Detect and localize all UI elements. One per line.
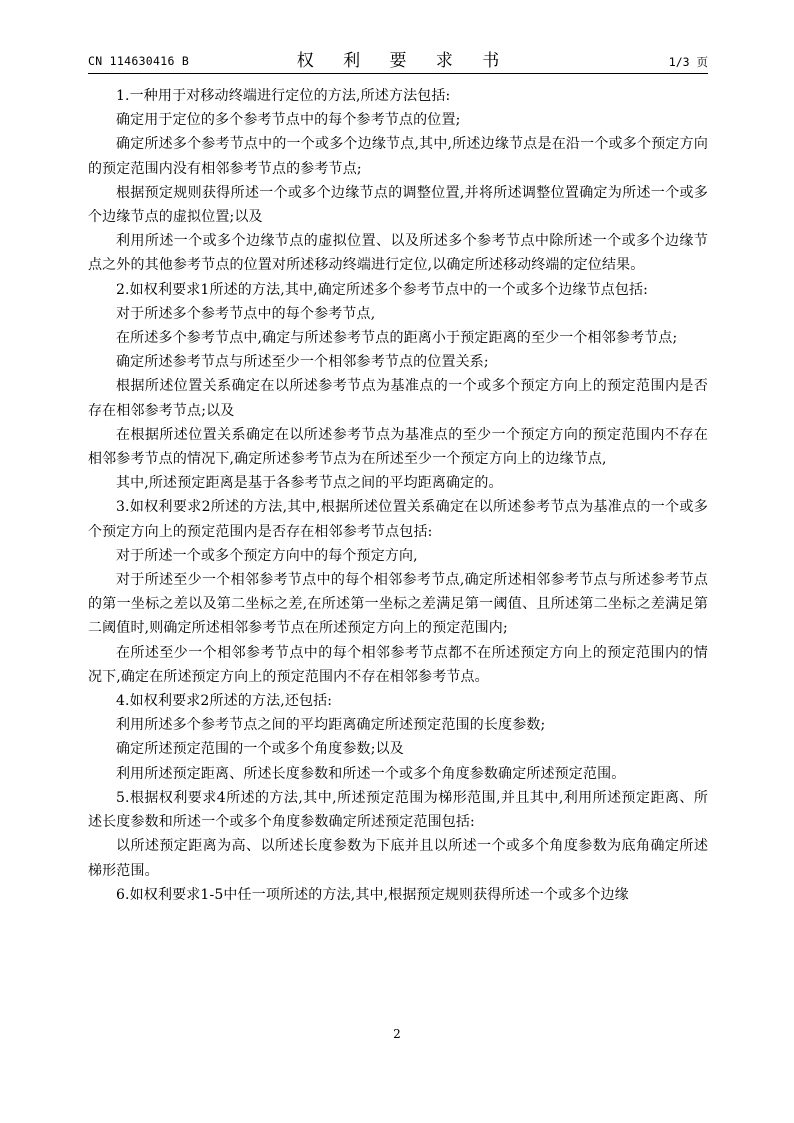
claim-paragraph: 在所述多个参考节点中,确定与所述参考节点的距离小于预定距离的至少一个相邻参考节点;: [116, 330, 678, 347]
claim-paragraph: 1.一种用于对移动终端进行定位的方法,所述方法包括:: [116, 88, 451, 104]
publication-number: CN 114630416 B: [88, 54, 190, 68]
claim-paragraph: 确定所述多个参考节点中的一个或多个边缘节点,其中,所述边缘节点是在沿一个或多个预定方向的预定范围内没有相邻参考节点的参考节点;: [88, 136, 708, 177]
claim-paragraph: 5.根据权利要求4所述的方法,其中,所述预定范围为梯形范围,并且其中,利用所述预定距离、所述长度参数和所述一个或多个角度参数确定所述预定范围包括:: [88, 789, 708, 831]
claim-paragraph: 确定所述参考节点与所述至少一个相邻参考节点的位置关系;: [116, 354, 489, 371]
claim-paragraph: 对于所述至少一个相邻参考节点中的每个相邻参考节点,确定所述相邻参考节点与所述参考节点的第一坐标之差以及第二坐标之差,在所述第一坐标之差满足第一阈值、且所述第二坐标之差满足第二阈值时,则确定所述相邻参考节点在所述预定方向上的预定范围内;: [88, 572, 708, 637]
claim-paragraph: 2.如权利要求1所述的方法,其中,确定所述多个参考节点中的一个或多个边缘节点包括:: [116, 281, 649, 298]
header-divider: [88, 73, 708, 74]
page-number: 2: [393, 1027, 401, 1041]
claim-paragraph: 6.如权利要求1-5中任一项所述的方法,其中,根据预定规则获得所述一个或多个边缘: [116, 886, 629, 903]
claim-paragraph: 确定用于定位的多个参考节点中的每个参考节点的位置;: [116, 112, 461, 129]
claim-paragraph: 利用所述一个或多个边缘节点的虚拟位置、以及所述多个参考节点中除所述一个或多个边缘节点之外的其他参考节点的位置对所述移动终端进行定位,以确定所述移动终端的定位结果。: [88, 233, 708, 274]
claim-paragraph: 确定所述预定范围的一个或多个角度参数;以及: [116, 741, 404, 758]
claim-paragraph: 3.如权利要求2所述的方法,其中,根据所述位置关系确定在以所述参考节点为基准点的一个或多个预定方向上的预定范围内是否存在相邻参考节点包括:: [88, 499, 708, 540]
claim-paragraph: 利用所述预定距离、所述长度参数和所述一个或多个角度参数确定所述预定范围。: [116, 765, 626, 782]
claim-paragraph: 对于所述一个或多个预定方向中的每个预定方向,: [116, 547, 418, 564]
claim-paragraph: 根据所述位置关系确定在以所述参考节点为基准点的一个或多个预定方向上的预定范围内是否存在相邻参考节点;以及: [88, 378, 708, 419]
claim-paragraph: 在根据所述位置关系确定在以所述参考节点为基准点的至少一个预定方向的预定范围内不存在相邻参考节点的情况下,确定所述参考节点为在所述至少一个预定方向上的边缘节点,: [88, 426, 708, 468]
claim-paragraph: 在所述至少一个相邻参考节点中的每个相邻参考节点都不在所述预定方向上的预定范围内的情况下,确定在所述预定方向上的预定范围内不存在相邻参考节点。: [88, 644, 708, 685]
claims-body: [88, 84, 708, 907]
claim-paragraph: 利用所述多个参考节点之间的平均距离确定所述预定范围的长度参数;: [116, 717, 546, 734]
claim-paragraph: 其中,所述预定距离是基于各参考节点之间的平均距离确定的。: [116, 475, 503, 492]
page-header: [88, 46, 708, 74]
page-indicator: 1/3 页: [668, 55, 708, 69]
claim-paragraph: 根据预定规则获得所述一个或多个边缘节点的调整位置,并将所述调整位置确定为所述一个或多个边缘节点的虚拟位置;以及: [88, 184, 708, 226]
document-title: 权 利 要 求 书: [296, 51, 512, 71]
claim-paragraph: 4.如权利要求2所述的方法,还包括:: [116, 693, 333, 710]
claim-paragraph: 对于所述多个参考节点中的每个参考节点,: [116, 305, 376, 322]
claim-paragraph: 以所述预定距离为高、以所述长度参数为下底并且以所述一个或多个角度参数为底角确定所述梯形范围。: [88, 838, 708, 879]
